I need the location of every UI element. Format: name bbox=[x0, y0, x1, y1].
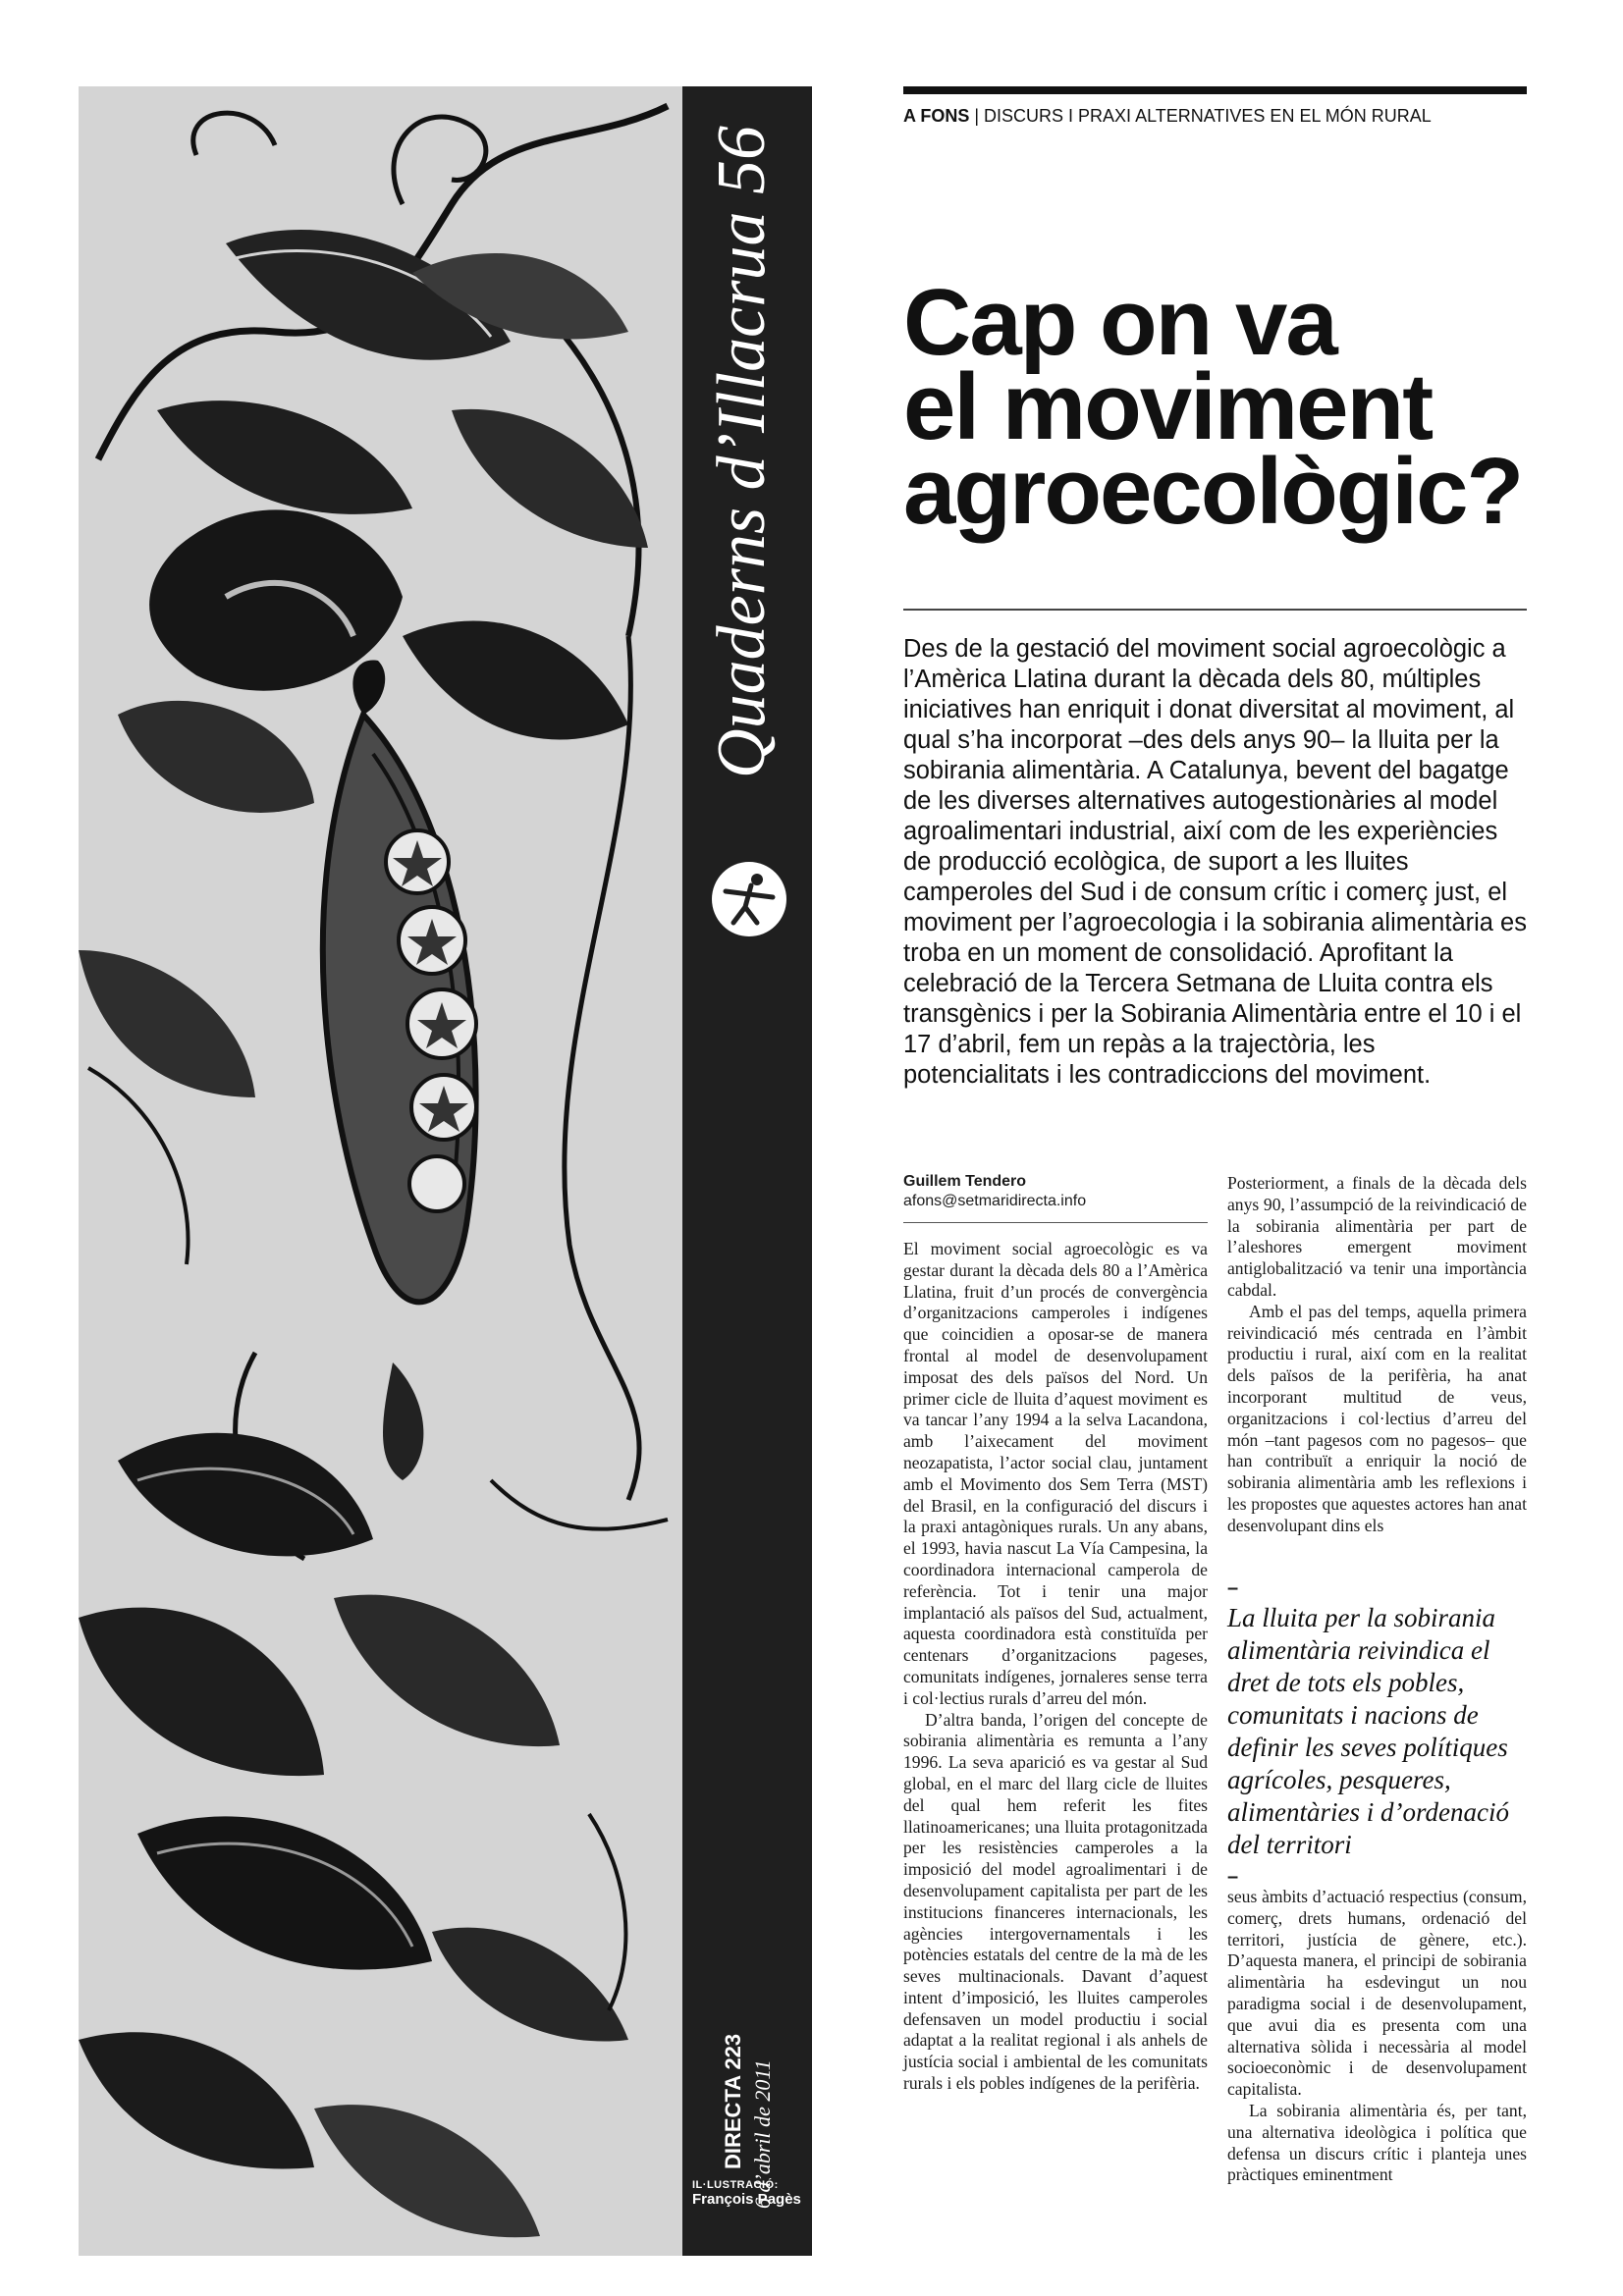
issue-date: 6 d’abril de 2011 bbox=[750, 2059, 775, 2209]
headline bbox=[903, 270, 1532, 544]
body-paragraph: Posteriorment, a finals de la dècada dels anys 90, l’assumpció de la reivindicació de la sobirania alimentària per part de l’aleshores emergent moviment antiglobalització va tenir una importància cabdal. bbox=[1227, 1173, 1527, 1300]
body-column-1 bbox=[903, 1239, 1208, 2095]
section-name: A FONS bbox=[903, 106, 970, 126]
lead-paragraph: Des de la gestació del moviment social agroecològic a l’Amèrica Llatina durant la dècada dels 80, múltiples iniciatives han enriquit i donat diversitat al moviment, al qual s’ha incorporat –des dels anys 90– la lluita per la sobirania alimentària. A Catalunya, bevent del bagatge de les diverses alternatives autogestionàries al model agroalimentari industrial, així com de les experiències de producció ecològica, de suport a les lluites camperoles del Sud i de consum crític i comerç just, el moviment per l’agroecologia i la sobirania alimentària es troba en un moment de consolidació. Aprofitant la celebració de la Tercera Setmana de Lluita contra els transgènics i per la Sobirania Alimentària entre el 10 i el 17 d’abril, fem un repàs a la trajectòria, les potencialitats i les contradiccions del moviment. bbox=[903, 635, 1527, 1089]
figure-icon bbox=[712, 862, 786, 936]
byline-rule bbox=[903, 1222, 1208, 1223]
body-paragraph: El moviment social agroecològic es va gestar durant la dècada dels 80 a l’Amèrica Llatina, fruit d’un procés de convergència d’organitzacions camperoles i indígenes que coincidien a oposar-se de manera frontal al model de desenvolupament imposat des dels països del Nord. Un primer cicle de lluita d’aquest moviment es va tancar l’any 1994 a la selva Lacandona, amb l’aixecament del moviment neozapatista, l’actor social clau, juntament amb el Movimento dos Sem Terra (MST) del Brasil, en la configuració del discurs i la praxi antagòniques rurals. Un any abans, el 1993, havia nascut La Vía Campesina, la coordinadora internacional camperola de referència. Tot i tenir una major implantació als països del Sud, actualment, aquesta coordinadora està constituïda per centenars d’organitzacions pageses, comunitats indígenes, jornaleres sense terra i col·lectius rurals d’arreu del món. bbox=[903, 1239, 1208, 1708]
credit-name: François Pagès bbox=[692, 2191, 801, 2208]
byline bbox=[903, 1173, 1208, 1210]
body-paragraph: seus àmbits d’actuació respectius (consum, comerç, drets humans, ordenació del territori, justícia de gènere, etc.). D’aquesta manera, el principi de sobirania alimentària ha esdevingut un nou paradigma social i de desenvolupament, que avui dia es presenta com una alternativa sòlida i necessària al model socioeconòmic i de desenvolupament capitalista. bbox=[1227, 1887, 1527, 2100]
body-column-2-top bbox=[1227, 1173, 1527, 1537]
illustration-panel bbox=[79, 86, 682, 2256]
credit-label: IL·LUSTRACIÓ: bbox=[692, 2179, 779, 2191]
quote-dash-bottom: – bbox=[1227, 1866, 1239, 1888]
section-subtitle: DISCURS I PRAXI ALTERNATIVES EN EL MÓN RURAL bbox=[984, 106, 1432, 126]
body-paragraph: La sobirania alimentària és, per tant, una alternativa ideològica i política que defensa un discurs crític i planteja unes pràctiques eminentment bbox=[1227, 2100, 1527, 2185]
author-name: Guillem Tendero bbox=[903, 1173, 1027, 1190]
pea-pod-illustration bbox=[79, 86, 682, 2256]
body-paragraph: Amb el pas del temps, aquella primera reivindicació més centrada en l’àmbit productiu i rural, així com en la realitat dels països de la perifèria, ha anat incorporant multitud de veus, organitzacions i col·lectius d’arreu del món –tant pagesos com no pagesos– que han contribuït a enriquir la noció de sobirania alimentària amb les reflexions i les propostes que aquestes actores han anat desenvolupant dins els bbox=[1227, 1301, 1527, 1535]
pull-quote-text: La lluita per la sobirania alimentària reivindica el dret de tots els pobles, comunitats i nacions de definir les seves polítiques agrícoles, pesqueres, alimentàries i d’ordenació del territori bbox=[1227, 1603, 1509, 1859]
section-header: A FONS | DISCURS I PRAXI ALTERNATIVES EN EL MÓN RURAL bbox=[903, 106, 1432, 126]
body-paragraph: D’altra banda, l’origen del concepte de sobirania alimentària es remunta a l’any 1996. La seva aparició es va gestar al Sud global, en el marc del llarg cicle de lluites del qual hem referit les fites llatinoamericanes; una lluita protagonitzada per les resistències camperoles a la imposició del model agroalimentari i de desenvolupament capitalista per part de les institucions financeres internacionals, les agències intergovernamentals i les potències estatals del centre de la mà de les seves multinacionals. Davant d’aquest intent d’imposició, les lluites camperoles defensaven un model productiu i social adaptat a la realitat regional i als anhels de justícia social i ambiental de les comunitats rurals i els pobles indígenes de la perifèria. bbox=[903, 1709, 1208, 2094]
body-column-2-bottom bbox=[1227, 1887, 1527, 2186]
top-rule bbox=[903, 86, 1527, 94]
illacrua-logo bbox=[712, 862, 786, 936]
headline-rule bbox=[903, 609, 1527, 611]
headline-line: Cap on va bbox=[903, 270, 1336, 375]
headline-line: agroecològic? bbox=[903, 439, 1523, 544]
illustration-credit bbox=[692, 2179, 801, 2208]
issue-number: DIRECTA 223 bbox=[721, 2033, 745, 2169]
pull-quote bbox=[1227, 1578, 1527, 1887]
quote-dash-top: – bbox=[1227, 1577, 1239, 1599]
publication-title: Quaderns d’Illacrua 56 bbox=[704, 126, 780, 778]
author-email[interactable]: afons@setmaridirecta.info bbox=[903, 1193, 1087, 1209]
headline-line: el moviment bbox=[903, 354, 1433, 459]
